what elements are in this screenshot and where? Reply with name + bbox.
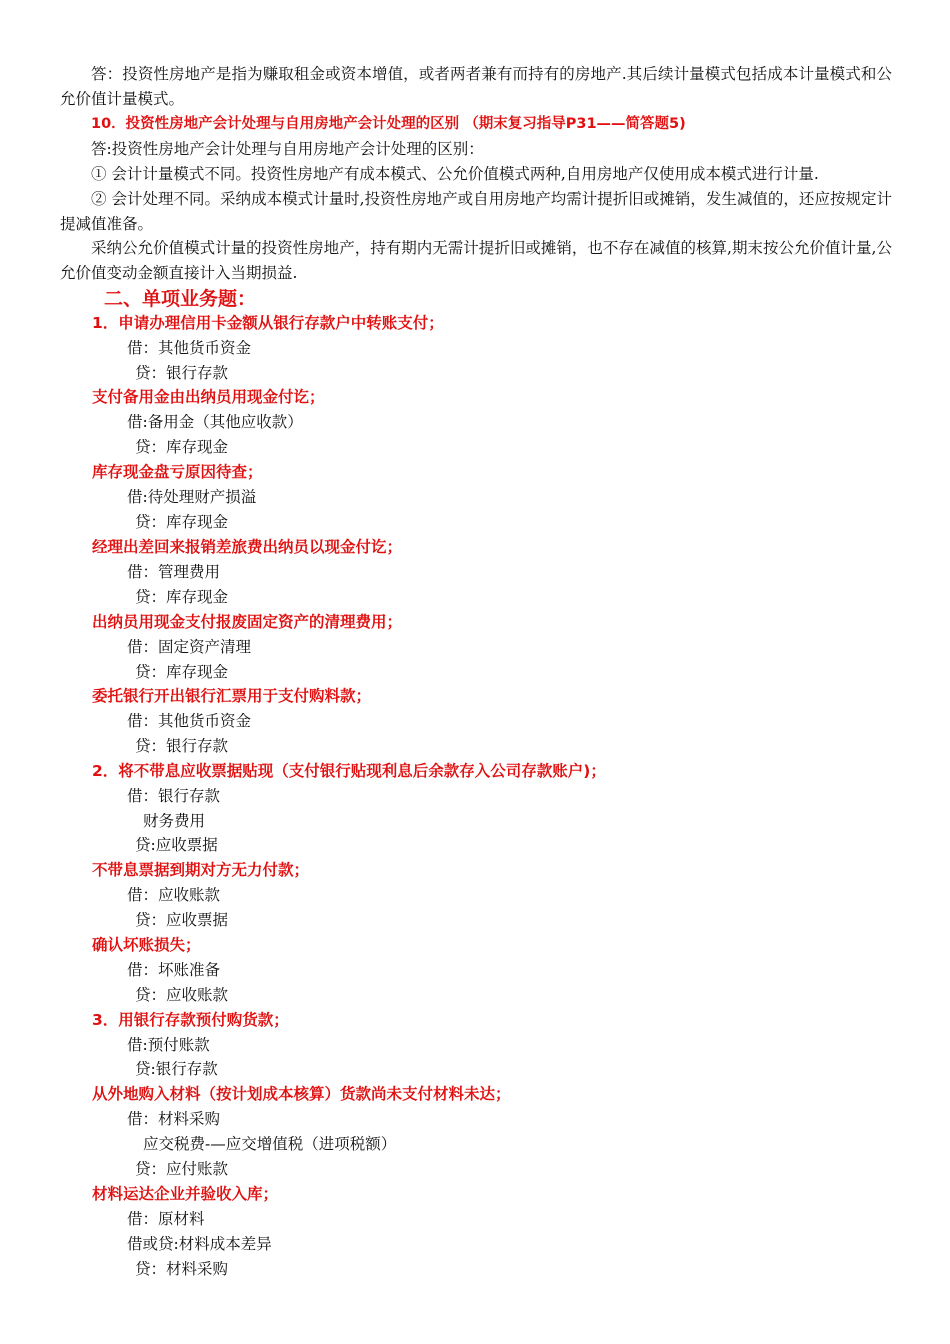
entry-question: 不带息票据到期对方无力付款； [92, 861, 310, 879]
entry-debit: 借：应收账款 [127, 886, 221, 904]
entry-debit: 借：其他货币资金 [127, 712, 252, 730]
entry-question: 确认坏账损失； [92, 936, 201, 954]
entry-credit: 贷：银行存款 [135, 364, 229, 382]
answer-paragraph-1: 答：投资性房地产是指为赚取租金或资本增值，或者两者兼有而持有的房地产.其后续计量模式包括成本计量模式和公允价值计量模式。 [60, 65, 892, 108]
entry-debit: 借:备用金（其他应收款） [127, 413, 303, 431]
entry-debit: 借：材料采购 [127, 1110, 221, 1128]
entry-credit: 贷:应收票据 [135, 836, 218, 854]
entry-credit: 贷：应收票据 [135, 911, 229, 929]
entry-debit: 借：银行存款 [127, 787, 221, 805]
entry-credit: 贷：银行存款 [135, 737, 229, 755]
answer-10-point-1: ① 会计计量模式不同。投资性房地产有成本模式、公允价值模式两种,自用房地产仅使用成本模式进行计量. [91, 165, 819, 183]
entry-question: 从外地购入材料（按计划成本核算）货款尚未支付材料未达； [92, 1085, 511, 1103]
section-2-title: 二、单项业务题： [104, 288, 257, 310]
entry-credit: 贷:银行存款 [135, 1060, 218, 1078]
entry-debit: 借：固定资产清理 [127, 638, 252, 656]
entry-question: 支付备用金由出纳员用现金付讫； [92, 388, 325, 406]
entry-debit-extra: 财务费用 [143, 812, 206, 830]
entry-debit: 借：原材料 [127, 1210, 205, 1228]
entry-credit: 贷：库存现金 [135, 513, 229, 531]
question-10-heading: 10．投资性房地产会计处理与自用房地产会计处理的区别 （期末复习指导P31——简答题5) [91, 116, 686, 132]
answer-10-intro: 答:投资性房地产会计处理与自用房地产会计处理的区别： [91, 140, 484, 158]
entry-question: 经理出差回来报销差旅费出纳员以现金付讫； [92, 538, 403, 556]
entry-debit: 借：其他货币资金 [127, 339, 252, 357]
entry-question: 库存现金盘亏原因待查； [92, 463, 263, 481]
answer-10-point-2: ② 会计处理不同。采纳成本模式计量时,投资性房地产或自用房地产均需计提折旧或摊销，发生减值的，还应按规定计提减值准备。 [60, 190, 892, 233]
entry-question: 3．用银行存款预付购货款； [92, 1011, 289, 1029]
entry-credit: 贷：库存现金 [135, 588, 229, 606]
entry-credit: 贷：应收账款 [135, 986, 229, 1004]
entry-debit-extra: 应交税费-—应交增值税（进项税额） [143, 1135, 397, 1153]
entry-question: 委托银行开出银行汇票用于支付购料款； [92, 687, 372, 705]
entry-question: 出纳员用现金支付报废固定资产的清理费用； [92, 613, 403, 631]
answer-10-point-3: 采纳公允价值模式计量的投资性房地产，持有期内无需计提折旧或摊销，也不存在减值的核算,期末按公允价值计量,公允价值变动金额直接计入当期损益. [60, 239, 892, 282]
entry-debit-or-credit: 借或贷:材料成本差异 [127, 1235, 272, 1253]
entry-debit: 借：坏账准备 [127, 961, 221, 979]
entry-credit: 贷：材料采购 [135, 1260, 229, 1278]
entry-question: 材料运达企业并验收入库； [92, 1185, 279, 1203]
entry-debit: 借:待处理财产损溢 [127, 488, 257, 506]
entry-credit: 贷：应付账款 [135, 1160, 229, 1178]
entry-question: 1．申请办理信用卡金额从银行存款户中转账支付； [92, 314, 444, 332]
entry-debit: 借:预付账款 [127, 1036, 210, 1054]
entry-credit: 贷：库存现金 [135, 663, 229, 681]
entry-debit: 借：管理费用 [127, 563, 221, 581]
entry-question: 2．将不带息应收票据贴现（支付银行贴现利息后余款存入公司存款账户)； [92, 762, 606, 780]
entry-credit: 贷：库存现金 [135, 438, 229, 456]
